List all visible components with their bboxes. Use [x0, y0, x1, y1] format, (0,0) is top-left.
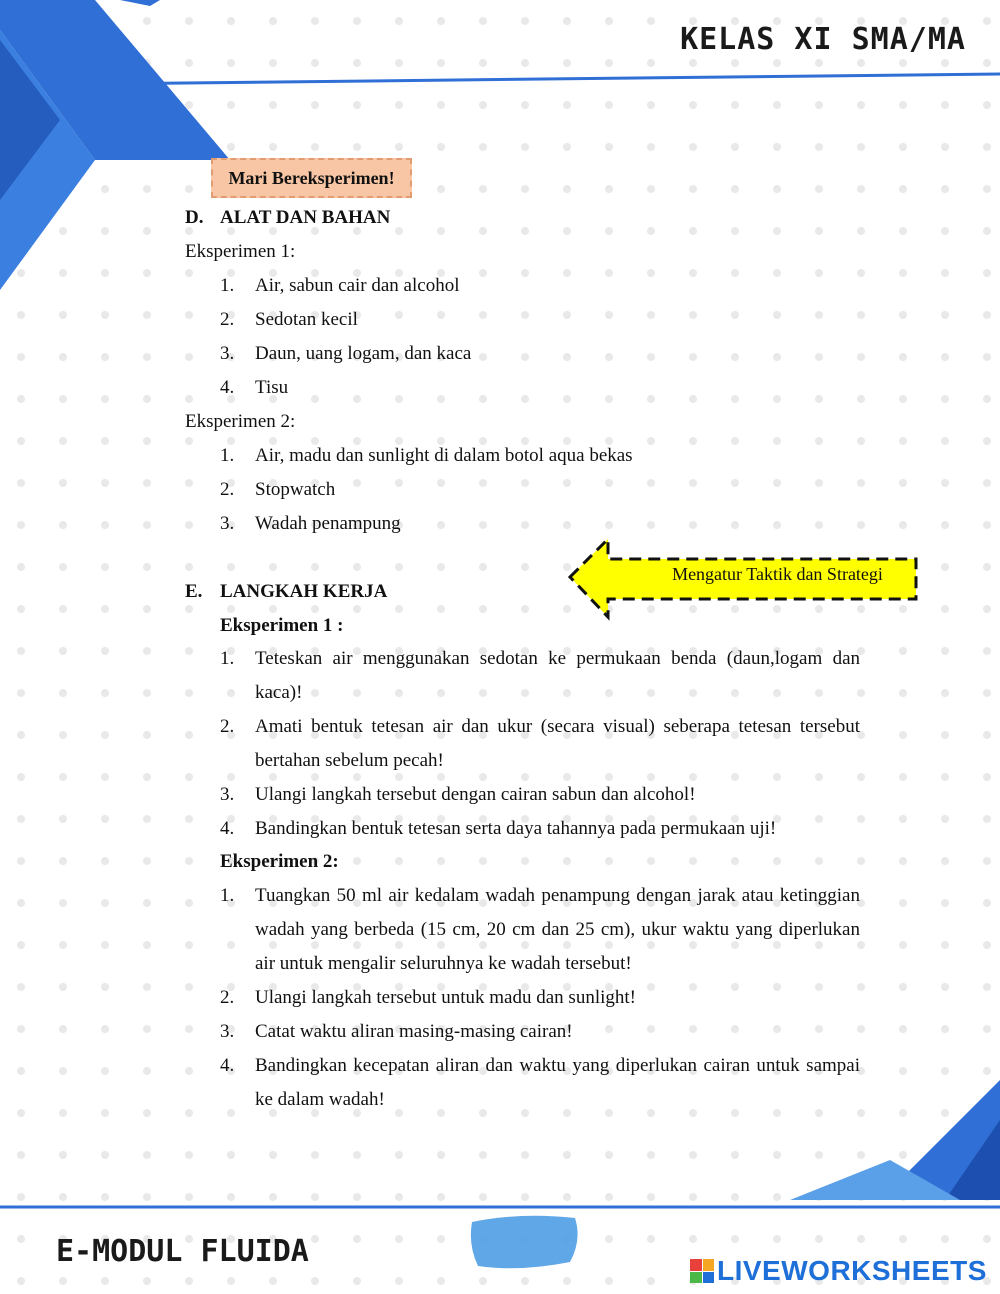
- step-number: 1.: [220, 648, 235, 669]
- section-d-title: ALAT DAN BAHAN: [220, 207, 391, 228]
- list-number: 2.: [220, 479, 235, 500]
- step-text: Tuangkan 50 ml air kedalam wadah penampung dengan jarak atau ketinggian wadah yang berbeda (15 cm, 20 cm dan 25 cm), ukur waktu yang diperlukan air untuk mengalir seluruhnya ke wadah tersebut!: [255, 885, 860, 974]
- list-item: Daun, uang logam, dan kaca: [255, 343, 472, 364]
- experiment-badge: Mari Bereksperimen!: [211, 158, 412, 198]
- step-number: 2.: [220, 987, 235, 1008]
- footer-title: E-MODUL FLUIDA: [56, 1234, 309, 1269]
- step-text: Ulangi langkah tersebut untuk madu dan sunlight!: [255, 987, 636, 1008]
- step-text: Bandingkan kecepatan aliran dan waktu yang diperlukan cairan untuk sampai ke dalam wadah!: [255, 1055, 860, 1110]
- step-number: 3.: [220, 1021, 235, 1042]
- step-text: Catat waktu aliran masing-masing cairan!: [255, 1021, 573, 1042]
- header-title: KELAS XI SMA/MA: [680, 22, 966, 57]
- list-number: 1.: [220, 275, 235, 296]
- section-e-letter: E.: [185, 581, 203, 602]
- list-item: Tisu: [255, 377, 289, 398]
- liveworksheets-icon: [690, 1259, 714, 1283]
- list-number: 2.: [220, 309, 235, 330]
- section-d-letter: D.: [185, 207, 204, 228]
- list-item: Sedotan kecil: [255, 309, 358, 330]
- step-number: 2.: [220, 716, 235, 737]
- list-item: Wadah penampung: [255, 513, 401, 534]
- list-number: 3.: [220, 513, 235, 534]
- list-number: 4.: [220, 377, 235, 398]
- callout-label: Mengatur Taktik dan Strategi: [672, 564, 883, 584]
- section-e-exp1-label: Eksperimen 1 :: [220, 615, 344, 636]
- liveworksheets-logo-text: LIVEWORKSHEETS: [717, 1255, 987, 1286]
- section-e-title: LANGKAH KERJA: [220, 581, 388, 602]
- section-e-exp2-label: Eksperimen 2:: [220, 851, 339, 872]
- list-item: Stopwatch: [255, 479, 336, 500]
- list-number: 3.: [220, 343, 235, 364]
- section-d-exp1-label: Eksperimen 1:: [185, 241, 296, 262]
- step-text: Bandingkan bentuk tetesan serta daya tahannya pada permukaan uji!: [255, 818, 777, 839]
- section-d-exp2-label: Eksperimen 2:: [185, 411, 296, 432]
- step-text: Teteskan air menggunakan sedotan ke permukaan benda (daun,logam dan kaca)!: [255, 648, 860, 703]
- step-text: Amati bentuk tetesan air dan ukur (secara visual) seberapa tetesan tersebut bertahan sebelum pecah!: [255, 716, 860, 771]
- step-number: 3.: [220, 784, 235, 805]
- list-item: Air, sabun cair dan alcohol: [255, 275, 460, 296]
- list-item: Air, madu dan sunlight di dalam botol aqua bekas: [255, 445, 633, 466]
- liveworksheets-logo[interactable]: [690, 1255, 987, 1287]
- step-number: 4.: [220, 1055, 235, 1076]
- step-number: 4.: [220, 818, 235, 839]
- list-number: 1.: [220, 445, 235, 466]
- step-text: Ulangi langkah tersebut dengan cairan sabun dan alcohol!: [255, 784, 696, 805]
- step-number: 1.: [220, 885, 235, 906]
